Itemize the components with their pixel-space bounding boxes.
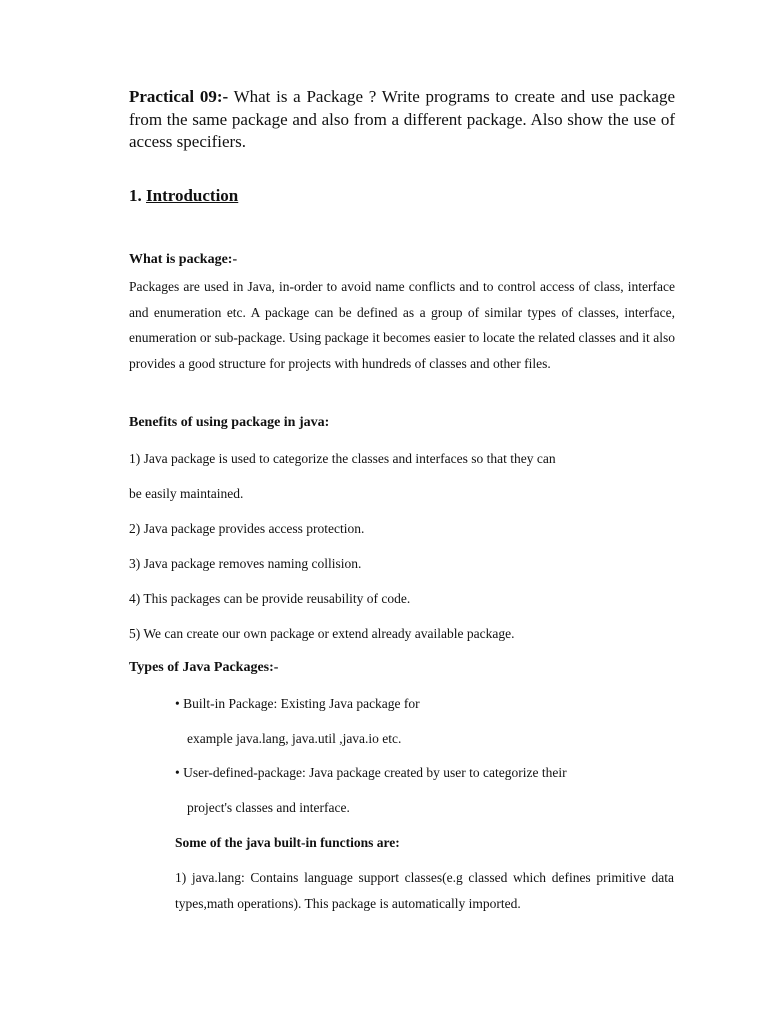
what-is-package-paragraph: Packages are used in Java, in-order to avoid name conflicts and to control access of class, interface and enumeration etc. A package can be defined as a group of similar types of classes, interface, enumeration or sub-package. Using package it becomes easier to locate the related classes and it also provides a good structure for projects with hundreds of classes and other files. (129, 279, 675, 372)
practical-question: What is a Package ? Write programs to create and use package from the same package and also from a different package. Also show the use of access specifiers. (129, 87, 675, 151)
benefit-item-2: 2) Java package provides access protection. (129, 521, 365, 536)
benefit-item-3: 3) Java package removes naming collision. (129, 556, 362, 571)
practical-number: Practical 09:- (129, 87, 229, 106)
builtin-function-item-1: 1) java.lang: Contains language support classes(e.g classed which defines primitive data types,math operations). This package is automatically imported. (175, 870, 674, 911)
benefit-item-5: 5) We can create our own package or extend already available package. (129, 626, 515, 641)
builtin-functions-heading: Some of the java built-in functions are: (175, 835, 400, 850)
what-is-package-heading: What is package:- (129, 252, 238, 267)
types-heading: Types of Java Packages:- (129, 660, 279, 675)
userdefined-package-line-2: project's classes and interface. (187, 800, 350, 815)
practical-title (129, 86, 675, 154)
section-title: Introduction (146, 186, 239, 205)
section-number: 1. (129, 186, 146, 205)
benefit-item-1-line-2: be easily maintained. (129, 486, 244, 501)
benefits-heading: Benefits of using package in java: (129, 415, 330, 430)
benefit-item-4: 4) This packages can be provide reusability of code. (129, 591, 411, 606)
userdefined-package-line-1: • User-defined-package: Java package created by user to categorize their (175, 765, 567, 780)
builtin-package-line-2: example java.lang, java.util ,java.io etc. (187, 731, 402, 746)
benefit-item-1-line-1: 1) Java package is used to categorize the classes and interfaces so that they can (129, 451, 556, 466)
section-heading-introduction (129, 186, 675, 206)
builtin-package-line-1: • Built-in Package: Existing Java package for (175, 696, 420, 711)
